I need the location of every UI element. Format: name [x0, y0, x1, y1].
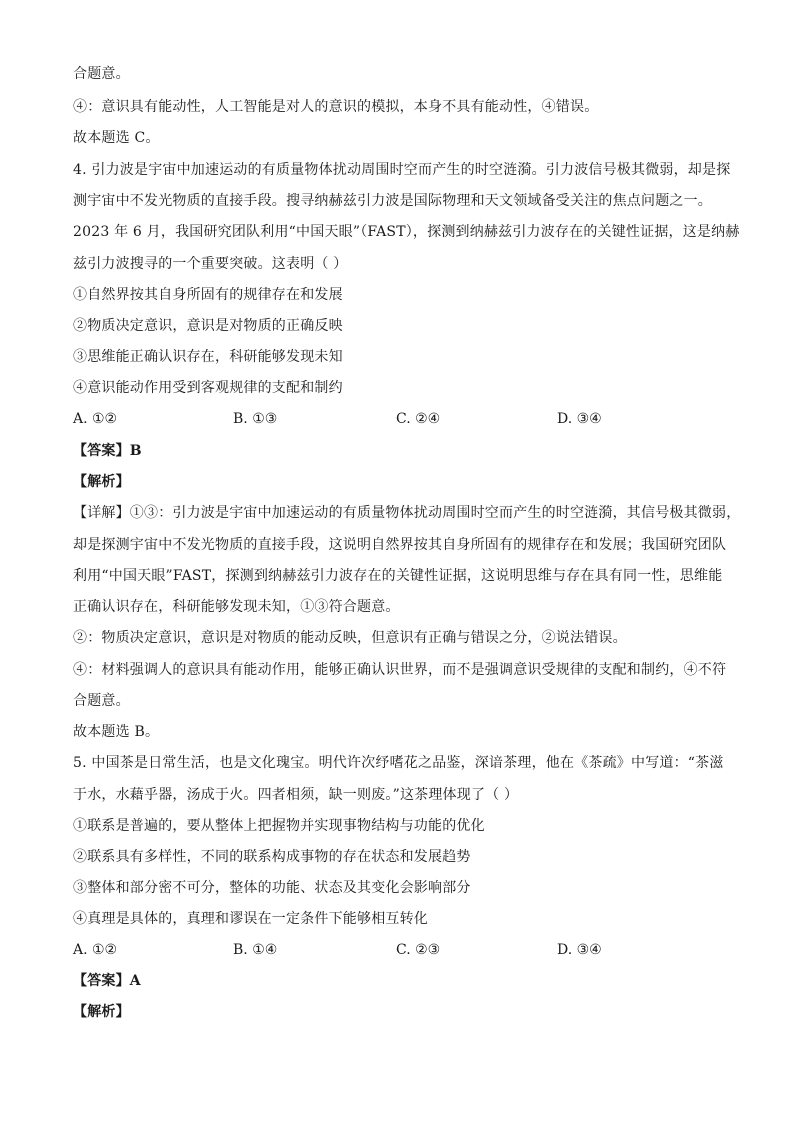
text-line: ④：意识具有能动性，人工智能是对人的意识的模拟，本身不具有能动性，④错误。	[73, 99, 599, 115]
option-c: C. ②④	[396, 411, 441, 427]
analysis-label: 【解析】	[73, 474, 130, 490]
statement-item: ②物质决定意识，意识是对物质的正确反映	[73, 318, 343, 334]
statement-item: ②联系具有多样性，不同的联系构成事物的存在状态和发展趋势	[73, 849, 471, 865]
explanation-line: 【详解】①③：引力波是宇宙中加速运动的有质量物体扰动周围时空而产生的时空涟漪，其信号极其微弱，	[73, 505, 741, 521]
statement-item: ③思维能正确认识存在，科研能够发现未知	[73, 349, 343, 365]
option-b: B. ①③	[233, 411, 278, 427]
answer-label: 【答案】B	[73, 443, 142, 459]
option-d: D. ③④	[557, 411, 602, 427]
explanation-line: ④：材料强调人的意识具有能动作用，能够正确认识世界，而不是强调意识受规律的支配和制约，④不符	[73, 662, 727, 678]
question-5-stem: 5. 中国茶是日常生活，也是文化瑰宝。明代许次纾嗜花之品鉴，深谙茶理，他在《茶疏》中写道：“茶滋	[73, 755, 724, 771]
explanation-line: 合题意。	[73, 693, 130, 709]
option-d: D. ③④	[557, 942, 602, 958]
statement-item: ①联系是普遍的，要从整体上把握物并实现事物结构与功能的优化	[73, 818, 485, 834]
text-line: 测宇宙中不发光物质的直接手段。搜寻纳赫兹引力波是国际物理和天文领域备受关注的焦点问题之一。	[73, 193, 712, 209]
statement-item: ③整体和部分密不可分，整体的功能、状态及其变化会影响部分	[73, 880, 471, 896]
text-line: 故本题选 C。	[73, 130, 160, 146]
text-line: 合题意。	[73, 66, 130, 82]
answer-label: 【答案】A	[73, 973, 141, 989]
explanation-line: ②：物质决定意识，意识是对物质的能动反映，但意识有正确与错误之分，②说法错误。	[73, 630, 627, 646]
text-line: 兹引力波搜寻的一个重要突破。这表明（ ）	[73, 256, 348, 272]
question-4-stem: 4. 引力波是宇宙中加速运动的有质量物体扰动周围时空而产生的时空涟漪。引力波信号极其微弱，却是探	[73, 162, 731, 178]
option-a: A. ①②	[73, 411, 118, 427]
text-line: 于水，水藉乎器，汤成于火。四者相须，缺一则废。”这茶理体现了（ ）	[73, 787, 519, 803]
explanation-line: 却是探测宇宙中不发光物质的直接手段，这说明自然界按其自身所固有的规律存在和发展；我国研究团队	[73, 537, 727, 553]
statement-item: ①自然界按其自身所固有的规律存在和发展	[73, 287, 343, 303]
statement-item: ④意识能动作用受到客观规律的支配和制约	[73, 380, 343, 396]
option-c: C. ②③	[396, 942, 441, 958]
explanation-line: 正确认识存在，科研能够发现未知，①③符合题意。	[73, 599, 400, 615]
option-a: A. ①②	[73, 942, 118, 958]
analysis-label: 【解析】	[73, 1004, 130, 1020]
explanation-line: 利用“中国天眼”FAST，探测到纳赫兹引力波存在的关键性证据，这说明思维与存在具有同一性，思维能	[73, 568, 723, 584]
option-b: B. ①④	[233, 942, 278, 958]
statement-item: ④真理是具体的，真理和谬误在一定条件下能够相互转化	[73, 911, 428, 927]
explanation-line: 故本题选 B。	[73, 724, 160, 740]
text-line: 2023 年 6 月，我国研究团队利用“中国天眼”（FAST），探测到纳赫兹引力波存在的关键性证据，这是纳赫	[73, 224, 740, 240]
